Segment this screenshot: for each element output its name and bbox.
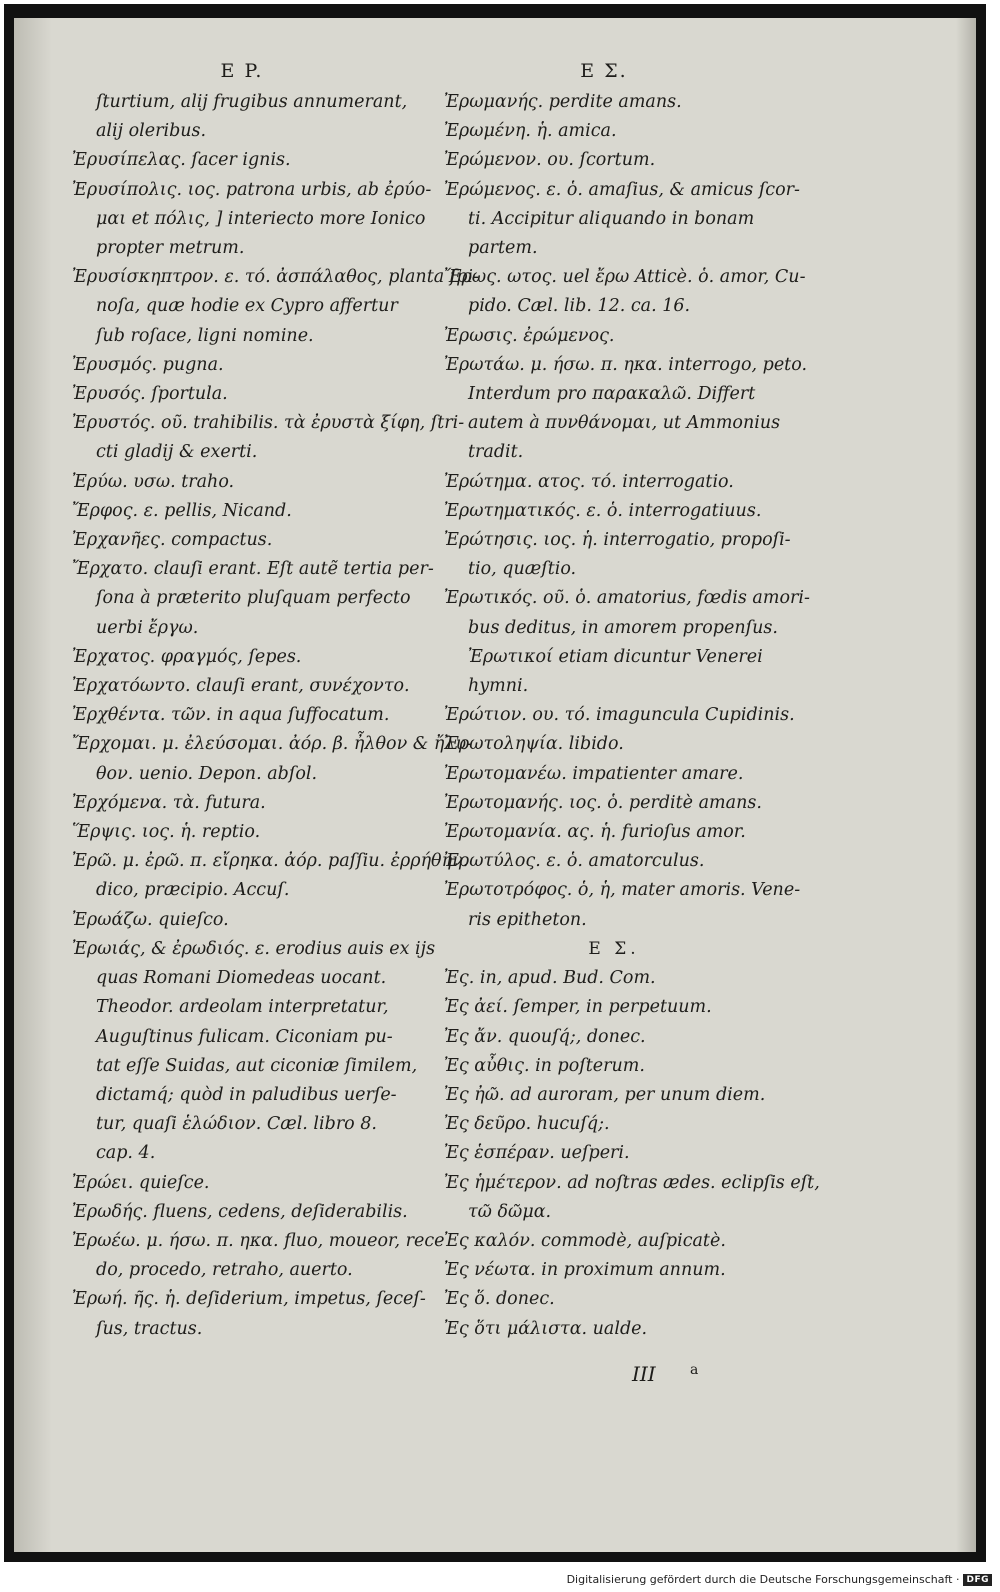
- entry-line: Ἔρχομαι. μ. ἐλεύσομαι. ἀόρ. β. ἦλθον & ἤλυ-: [72, 734, 473, 755]
- entry-line: Ἐρωάζω. quieſco.: [72, 909, 229, 930]
- entry-line: ti. Accipitur aliquando in bonam: [468, 208, 755, 229]
- book-page: [14, 18, 976, 1552]
- entry-line: Ἐς νέωτα. in proximum annum.: [444, 1260, 726, 1281]
- entry-line: Ἐρύω. υσω. traho.: [72, 471, 235, 492]
- page-gutter-shadow: [14, 18, 52, 1552]
- folio-number: III: [632, 1362, 656, 1386]
- entry-line: do, procedo, retraho, auerto.: [96, 1260, 353, 1281]
- dfg-logo: DFG: [963, 1574, 992, 1586]
- entry-line: Ἐρώει. quieſce.: [72, 1172, 210, 1193]
- entry-line: θον. uenio. Depon. abſol.: [96, 763, 318, 784]
- entry-line: Ἐρωτικός. οῦ. ὁ. amatorius, fœdis amori-: [444, 588, 810, 609]
- entry-line: Theodor. ardeolam interpretatur,: [96, 997, 389, 1018]
- entry-line: Ἐρώτησις. ιος. ἡ. interrogatio, propoſi-: [444, 530, 791, 551]
- entry-line: Ἐρωτηματικός. ε. ὁ. interrogatiuus.: [444, 500, 762, 521]
- entry-line: Ἔρχατο. clauſi erant. Eſt autẽ tertia per-: [72, 559, 434, 580]
- entry-line: Ἐρωδής. fluens, cedens, deſiderabilis.: [72, 1201, 408, 1222]
- entry-line: Ἐρχατος. φραγμός, ſepes.: [72, 646, 302, 667]
- entry-line: tio, quæſtio.: [468, 559, 577, 580]
- entry-line: cap. 4.: [96, 1143, 156, 1164]
- entry-line: Ἐρῶ. μ. ἐρῶ. π. εἴρηκα. ἀόρ. paſſiu. ἐρρήθην.: [72, 851, 469, 872]
- entry-line: Ἐς ὅ. donec.: [444, 1289, 555, 1310]
- entry-line: Ἐρωτικοί etiam dicuntur Venerei: [468, 646, 763, 667]
- entry-line: Ἐρωτάω. μ. ήσω. π. ηκα. interrogo, peto.: [444, 354, 808, 375]
- entry-line: Ἐρυσίσκηπτρον. ε. τό. ἀσπάλαθος, planta ſpi-: [72, 267, 479, 288]
- entry-line: Ἐρχατόωντο. clauſi erant, συνέχοντο.: [72, 676, 410, 697]
- entry-line: Ἐρυστός. οῦ. trahibilis. τὰ ἐρυστὰ ξίφη, ſtri-: [72, 413, 465, 434]
- entry-line: Ἐρώμενον. ου. ſcortum.: [444, 150, 656, 171]
- entry-line: noſa, quæ hodie ex Cypro affertur: [96, 296, 398, 317]
- entry-line: μαι et πόλις, ] interiecto more Ionico: [96, 208, 426, 229]
- entry-line: Ἐς δεῦρο. hucuſq́;.: [444, 1114, 610, 1135]
- entry-line: Ἔρως. ωτος. uel ἔρω Atticè. ὁ. amor, Cu-: [444, 267, 806, 288]
- entry-line: quas Romani Diomedeas uocant.: [96, 968, 387, 989]
- digitization-footer: [567, 1573, 992, 1586]
- entry-line: Ἐς ἠῶ. ad auroram, per unum diem.: [444, 1084, 766, 1105]
- entry-line: Ἐρχθέντα. τῶν. in aqua ſuffocatum.: [72, 705, 390, 726]
- entry-line: ſub roſace, ligni nomine.: [96, 325, 314, 346]
- entry-line: Ἐρυσμός. pugna.: [72, 354, 224, 375]
- entry-line: Ἕρψις. ιος. ἡ. reptio.: [72, 822, 261, 843]
- entry-line: Ἐς ἀεί. ſemper, in perpetuum.: [444, 997, 712, 1018]
- section-heading: E Σ.: [588, 938, 640, 959]
- entry-line: Ἐρυσίπολις. ιος. patrona urbis, ab ἐρύο-: [72, 179, 432, 200]
- entry-line: Ἐρωιάς, & ἐρωδιός. ε. erodius auis ex ijs: [72, 938, 436, 959]
- entry-line: Ἐς ἄν. quouſq́;, donec.: [444, 1026, 646, 1047]
- entry-line: Ἐρυσός. ſportula.: [72, 384, 228, 405]
- entry-line: ſturtium, alij frugibus annumerant,: [96, 92, 408, 112]
- entry-line: ris epitheton.: [468, 909, 587, 930]
- entry-line: Interdum pro παρακαλῶ. Differt: [468, 384, 756, 405]
- entry-line: Ἐς αὖθις. in poſterum.: [444, 1055, 645, 1076]
- footer-text: Digitalisierung gefördert durch die Deutsche Forschungsgemeinschaft ·: [566, 1573, 960, 1586]
- entry-line: Ἐρωτομανία. ας. ἡ. furioſus amor.: [444, 822, 746, 843]
- entry-line: Ἐρωέω. μ. ήσω. π. ηκα. fluo, moueor, rece: [72, 1230, 445, 1251]
- left-column: [72, 54, 479, 1344]
- entry-line: Auguſtinus fulicam. Ciconiam pu-: [96, 1026, 393, 1047]
- entry-line: pido. Cæl. lib. 12. ca. 16.: [468, 296, 691, 317]
- entry-line: Ἐρωμανής. perdite amans.: [444, 92, 682, 112]
- entry-line: Ἐρωτομανέω. impatienter amare.: [444, 763, 744, 784]
- signature-mark: a: [690, 1362, 699, 1378]
- entry-line: Ἐρώμενος. ε. ὁ. amaſius, & amicus ſcor-: [444, 179, 800, 200]
- entry-line: ſona à præterito pluſquam perfecto: [96, 588, 411, 609]
- right-entries: [444, 88, 824, 1344]
- right-running-head: E Σ.: [580, 60, 628, 82]
- entry-line: Ἐρωσις. ἐρώμενος.: [444, 325, 615, 346]
- entry-line: hymni.: [468, 676, 529, 697]
- entry-line: Ἐρώτιον. ου. τό. imaguncula Cupidinis.: [444, 705, 795, 726]
- entry-line: autem à πυνθάνομαι, ut Ammonius: [468, 413, 781, 434]
- entry-line: Ἐρωή. ῆς. ἡ. deſiderium, impetus, ſeceſ-: [72, 1289, 426, 1310]
- entry-line: Ἐρωτομανής. ιος. ὁ. perditè amans.: [444, 792, 762, 813]
- entry-line: ſus, tractus.: [96, 1318, 203, 1339]
- entry-line: tradit.: [468, 442, 524, 463]
- entry-line: Ἐρωτοτρόφος. ὁ, ἡ, mater amoris. Vene-: [444, 880, 801, 901]
- entry-line: bus deditus, in amorem propenſus.: [468, 617, 778, 638]
- entry-line: tur, quaſi ἑλώδιον. Cæl. libro 8.: [96, 1114, 377, 1135]
- entry-line: Ἐρώτημα. ατος. τό. interrogatio.: [444, 471, 734, 492]
- scan-frame: [4, 4, 986, 1562]
- entry-line: Ἐς καλόν. commodè, auſpicatè.: [444, 1230, 726, 1251]
- entry-line: tat eſſe Suidas, aut ciconiæ ſimilem,: [96, 1055, 418, 1076]
- left-running-head: E P.: [220, 60, 264, 82]
- entry-line: Ἐς. in, apud. Bud. Com.: [444, 968, 656, 989]
- entry-line: Ἐρωτοληψία. libido.: [444, 734, 624, 755]
- entry-line: dico, præcipio. Accuſ.: [96, 880, 290, 901]
- page-edge-shadow: [956, 18, 976, 1552]
- entry-line: τῶ δῶμα.: [468, 1201, 552, 1222]
- entry-line: Ἔρφος. ε. pellis, Nicand.: [72, 500, 292, 521]
- entry-line: partem.: [468, 238, 538, 259]
- entry-line: Ἐς ὅτι μάλιστα. ualde.: [444, 1318, 648, 1339]
- entry-line: Ἐς ἑσπέραν. ueſperi.: [444, 1143, 630, 1164]
- right-column: [444, 54, 824, 1344]
- entry-line: uerbi ἔργω.: [96, 617, 199, 638]
- entry-line: Ἐρχανῆες. compactus.: [72, 530, 273, 551]
- entry-line: propter metrum.: [96, 238, 245, 259]
- entry-line: dictamq́; quòd in paludibus uerſe-: [96, 1084, 397, 1105]
- entry-line: cti gladij & exerti.: [96, 442, 258, 463]
- entry-line: Ἐρχόμενα. τὰ. futura.: [72, 792, 266, 813]
- entry-line: Ἐρυσίπελας. ſacer ignis.: [72, 150, 291, 171]
- entry-line: Ἐρωτύλος. ε. ὁ. amatorculus.: [444, 851, 705, 872]
- entry-line: Ἐς ἡμέτερον. ad noſtras ædes. eclipſis eſt,: [444, 1172, 820, 1193]
- entry-line: alij oleribus.: [96, 121, 207, 142]
- left-entries: [72, 88, 479, 1344]
- entry-line: Ἐρωμένη. ἡ. amica.: [444, 121, 617, 142]
